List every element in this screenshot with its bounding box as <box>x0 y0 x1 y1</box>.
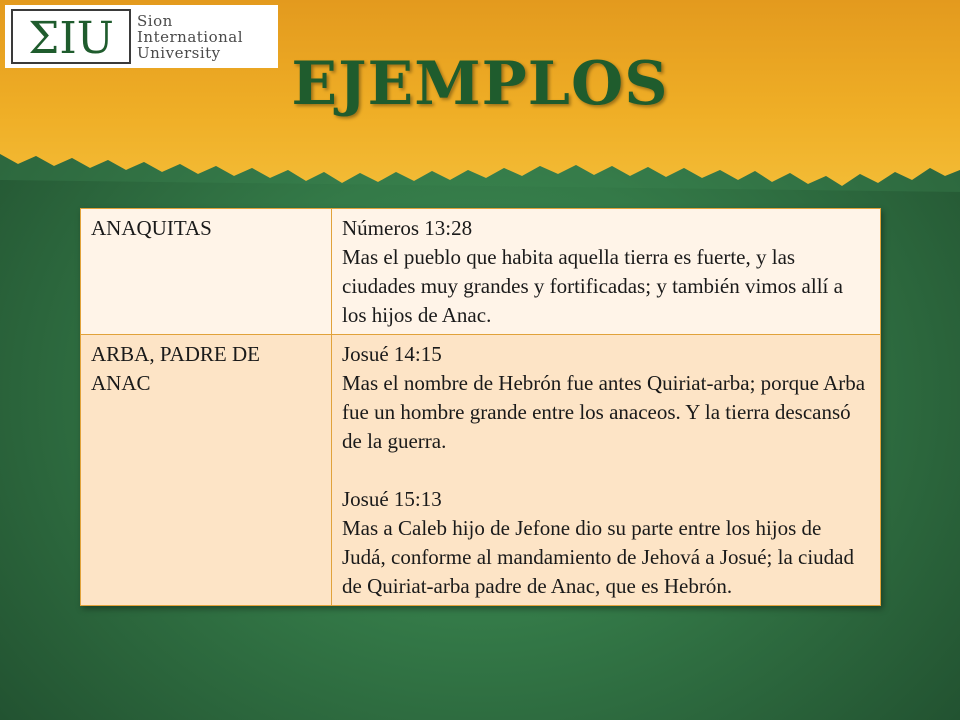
passage-text: Mas el nombre de Hebrón fue antes Quiriat-arba; porque Arba fue un hombre grande entre los anaceos. Y la tierra descansó de la guerra. <box>342 371 866 453</box>
passage-cell <box>332 209 881 335</box>
passage-cell <box>332 335 881 606</box>
table-row <box>81 335 881 606</box>
svg-text:ΣIU: ΣIU <box>28 13 114 64</box>
table-row <box>81 209 881 335</box>
row-label: ANAQUITAS <box>81 209 332 335</box>
slide-title: EJEMPLOS <box>291 49 669 119</box>
logo-line-2: International <box>137 27 244 46</box>
passage-spacer <box>342 456 870 485</box>
logo-line-3: University <box>137 43 221 62</box>
passage-text: Mas a Caleb hijo de Jefone dio su parte entre los hijos de Judá, conforme al mandamiento de Jehová a Josué; la ciudad de Quiriat-arba padre de Anac, que es Hebrón. <box>342 516 854 598</box>
logo-line-1: Sion <box>137 11 173 30</box>
passage-reference: Josué 15:13 <box>342 487 442 511</box>
row-label: ARBA, PADRE DE ANAC <box>81 335 332 606</box>
examples-table <box>80 208 881 606</box>
passage-reference: Números 13:28 <box>342 216 473 240</box>
passage-text: Mas el pueblo que habita aquella tierra es fuerte, y las ciudades muy grandes y fortificadas; y también vimos allí a los hijos de Anac. <box>342 245 843 327</box>
passage-reference: Josué 14:15 <box>342 342 442 366</box>
